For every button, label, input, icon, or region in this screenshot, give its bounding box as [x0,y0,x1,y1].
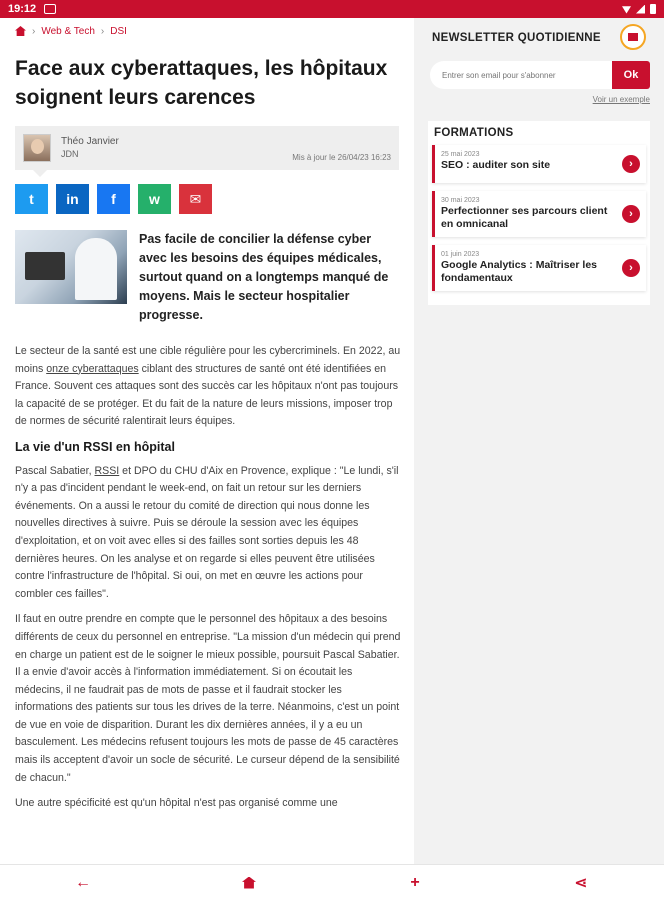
chevron-right-icon: › [100,25,105,37]
whatsapp-icon: w [149,191,160,207]
article-lead [15,230,399,325]
formation-item[interactable] [432,245,646,291]
twitter-icon: t [29,191,34,207]
formations-title: FORMATIONS [434,127,514,139]
breadcrumb-item-dsi[interactable]: DSI [110,25,127,37]
author-org: JDN [61,149,79,159]
chevron-right-icon[interactable]: › [622,155,640,173]
notification-icon [44,4,56,14]
article-body [15,343,401,813]
paragraph: Une autre spécificité est qu'un hôpital n'est pas organisé comme une [15,797,338,810]
author-name[interactable]: Théo Janvier [61,136,119,147]
status-bar [0,0,664,18]
text-segment: ciblant des structures de santé ont été identifiées en France. Souvent ces attaques sont des succès car les hôpitaux n'ont pas toujours la capacité de se protéger. Et du fait de la nature de leurs missions, imposer trop de normes de sécurité ralentirait leurs équipes. [15,362,399,428]
mail-icon [628,33,638,41]
formation-date: 30 mai 2023 [441,197,480,204]
breadcrumb [15,18,399,44]
formation-title[interactable]: SEO : auditer son site [441,159,551,171]
newsletter-icon [620,24,646,50]
formations-panel [428,121,650,305]
newsletter-form [430,61,650,89]
chevron-right-icon[interactable]: › [622,205,640,223]
share-bar [15,184,399,214]
lead-text: Pas facile de concilier la défense cyber avec les besoins des équipes médicales, surtout quand on a longtemps manqué de moyens. Mais le secteur hospitalier progresse. [139,232,389,322]
avatar[interactable] [23,134,51,162]
text-segment: Le secteur de la santé est une cible régulière pour les cybercriminels. En 2022, au moins [15,345,401,375]
facebook-icon: f [111,191,116,207]
formation-item[interactable] [432,145,646,183]
add-button[interactable] [395,874,435,892]
link-rssi[interactable]: RSSI [94,464,120,477]
breadcrumb-item-web-tech[interactable]: Web & Tech [41,25,95,37]
facebook-share-button[interactable] [97,184,130,214]
bottom-navigation [0,864,664,900]
home-button[interactable] [229,877,269,889]
chevron-right-icon[interactable]: › [622,259,640,277]
battery-icon [650,4,656,14]
author-info [61,136,119,160]
home-icon[interactable] [15,26,26,36]
formation-title[interactable]: Perfectionner ses parcours client en omnicanal [441,205,608,230]
link-cyberattaques[interactable]: onze cyberattaques [46,362,139,375]
arrow-left-icon: ← [75,873,91,891]
updated-date: Mis à jour le 26/04/23 16:23 [292,153,391,162]
status-time: 19:12 [8,3,37,15]
formation-date: 01 juin 2023 [441,251,480,258]
linkedin-share-button[interactable] [56,184,89,214]
newsletter-example-link[interactable]: Voir un exemple [592,95,650,104]
paragraph: Il faut en outre prendre en compte que le personnel des hôpitaux a des besoins différents de ceux du personnel en entreprise. "La mission d'un médecin qui prend en charge un patient est de le soigner le mieux possible, poursuit Pascal Sabatier. Il a envie d'avoir accès à l'information immédiatement. Si on écoutait les médecins, il ne faudrait pas de mots de passe et il faudrait stocker les informations des patients sur tous les drives de la terre. Néanmoins, c'est un point de vue en voie de disparition. Durant les dix dernières années, il y a eu un basculement. Les médecins refusent toujours les mots de passe de 45 caractères mais ils acceptent d'avoir un socle de sécurité. Le curseur dépend de la sensibilité de chacun." [15,613,401,784]
text-segment: et DPO du CHU d'Aix en Provence, explique : "Le lundi, s'il n'y a pas d'incident pendant le week-end, on fait un retour sur les derniers événements. On a aussi le retour du comité de direction qui nous donne les nouvelles directives à suivre. Puis se déroule la session avec les équipes d'exploitation, et on voit avec elles si des failles sont sorties depuis les 48 dernières heures. On les analyse et on regarde si elles peuvent être utilisées contre l'infrastructure de l'hôpital. Si oui, on met en œuvre les actions pour combler ces failles". [15,464,399,600]
home-icon [242,877,256,889]
section-heading: La vie d'un RSSI en hôpital [15,439,175,454]
article-column[interactable] [0,18,414,864]
newsletter-email-input[interactable] [430,61,612,89]
paragraph [15,343,401,431]
article-title: Face aux cyberattaques, les hôpitaux soignent leurs carences [15,57,388,109]
wifi-icon [622,5,631,14]
linkedin-icon: in [66,191,79,207]
share-icon: ⋖ [574,874,588,892]
twitter-share-button[interactable] [15,184,48,214]
newsletter-title: NEWSLETTER QUOTIDIENNE [432,32,601,44]
lead-image [15,230,127,304]
paragraph [15,463,401,604]
sidebar [414,18,664,864]
formation-item[interactable] [432,191,646,237]
email-share-button[interactable] [179,184,212,214]
chevron-right-icon: › [32,25,36,37]
formation-title[interactable]: Google Analytics : Maîtriser les fondamentaux [441,259,597,284]
formation-date: 25 mai 2023 [441,151,480,158]
text-segment: Pascal Sabatier, [15,464,95,477]
laptop-illustration [25,252,65,280]
plus-icon: + [410,873,420,891]
status-icons [622,4,656,14]
signal-icon [636,5,645,14]
back-button[interactable] [63,874,103,892]
whatsapp-share-button[interactable] [138,184,171,214]
email-icon: ✉ [189,190,202,207]
newsletter-submit-button[interactable]: Ok [612,61,650,89]
author-box [15,126,399,170]
doctor-illustration [75,238,117,300]
share-button[interactable] [561,873,601,893]
